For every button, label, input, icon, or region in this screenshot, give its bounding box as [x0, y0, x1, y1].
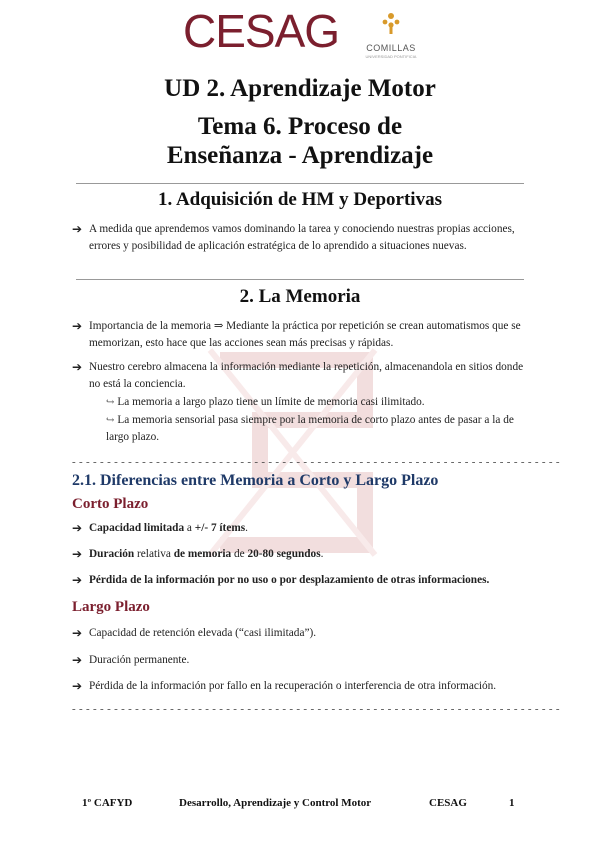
sub-list-item: [106, 394, 526, 411]
list-item: [72, 359, 527, 393]
section-heading-adquisicion: 1. Adquisición de HM y Deportivas: [158, 189, 442, 210]
hook-arrow-icon: ↪: [106, 415, 115, 426]
divider: [76, 183, 524, 184]
sub-list-item: [106, 412, 526, 446]
page-title-topic-line1: Tema 6. Proceso de: [197, 113, 403, 140]
bullet-text: Nuestro cerebro almacena la información mediante la repetición, almacenandola en sitios donde no está la conciencia.: [89, 361, 524, 390]
bullet-text: Pérdida de la información por fallo en la recuperación o interferencia de otra información.: [89, 680, 497, 692]
bullet-text: Duración relativa de memoria de 20-80 segundos.: [89, 548, 324, 560]
arrow-bullet-icon: ➔: [72, 626, 83, 640]
footer-org: CESAG: [429, 797, 467, 809]
arrow-bullet-icon: ➔: [72, 360, 83, 374]
comillas-logo-subtext: UNIVERSIDAD PONTIFICIA: [365, 54, 417, 59]
bullet-text: Duración permanente.: [89, 654, 190, 666]
list-item: [72, 652, 527, 669]
dashed-divider: - - - - - - - - - - - - - - - - - - - - - - - - - - - - - - - - - - - - - - - - - - - - - - - - - - - - - - - - - - - - - - - - - - - - - -: [72, 456, 560, 468]
section-heading-memoria: 2. La Memoria: [239, 286, 361, 307]
list-item: [72, 625, 527, 642]
divider: [76, 279, 524, 280]
bullet-text: Pérdida de la información por no uso o por desplazamiento de otras informaciones.: [89, 574, 490, 586]
sub-bullet-text: La memoria sensorial pasa siempre por la memoria de corto plazo antes de pasar a la de largo plazo.: [106, 414, 514, 443]
list-item: [72, 572, 527, 589]
footer-subject: Desarrollo, Aprendizaje y Control Motor: [179, 797, 372, 809]
sub-bullet-text: La memoria a largo plazo tiene un límite de memoria casi ilimitado.: [117, 396, 425, 408]
dashed-divider: - - - - - - - - - - - - - - - - - - - - - - - - - - - - - - - - - - - - - - - - - - - - - - - - - - - - - - - - - - - - - - - - - - - - - -: [72, 703, 560, 715]
list-item: [72, 678, 527, 695]
heading-largo-plazo: Largo Plazo: [72, 599, 150, 615]
page-title-unit: UD 2. Aprendizaje Motor: [164, 75, 436, 102]
bullet-text: Importancia de la memoria ⇒ Mediante la práctica por repetición se crean automatismos que se memorizan, esto hace que las acciones sean más precisas y rápidas.: [89, 320, 521, 349]
comillas-logo-text: COMILLAS: [366, 43, 416, 53]
hook-arrow-icon: ↪: [106, 397, 115, 408]
subsection-heading-diferencias: 2.1. Diferencias entre Memoria a Corto y Largo Plazo: [72, 472, 439, 489]
bullet-text: Capacidad limitada a +/- 7 ítems.: [89, 522, 248, 534]
bullet-text: A medida que aprendemos vamos dominando la tarea y conociendo nuestras propias acciones, errores y posibilidad de aplicación estratégica de lo aprendido a situaciones nuevas.: [89, 223, 515, 252]
comillas-emblem-icon: [378, 10, 404, 36]
page-title-topic-line2: Enseñanza - Aprendizaje: [166, 142, 434, 169]
arrow-bullet-icon: ➔: [72, 653, 83, 667]
arrow-bullet-icon: ➔: [72, 222, 83, 236]
heading-corto-plazo: Corto Plazo: [72, 496, 149, 512]
list-item: [72, 520, 527, 537]
arrow-bullet-icon: ➔: [72, 319, 83, 333]
list-item: [72, 318, 527, 352]
arrow-bullet-icon: ➔: [72, 679, 83, 693]
comillas-logo: [360, 10, 422, 60]
list-item: [72, 221, 527, 255]
footer-course: 1º CAFYD: [82, 797, 133, 809]
arrow-bullet-icon: ➔: [72, 521, 83, 535]
cesag-logo: CESAG: [183, 5, 340, 57]
page-number: 1: [509, 797, 515, 809]
arrow-bullet-icon: ➔: [72, 573, 83, 587]
bullet-text: Capacidad de retención elevada (“casi ilimitada”).: [89, 627, 317, 639]
arrow-bullet-icon: ➔: [72, 547, 83, 561]
list-item: [72, 546, 527, 563]
